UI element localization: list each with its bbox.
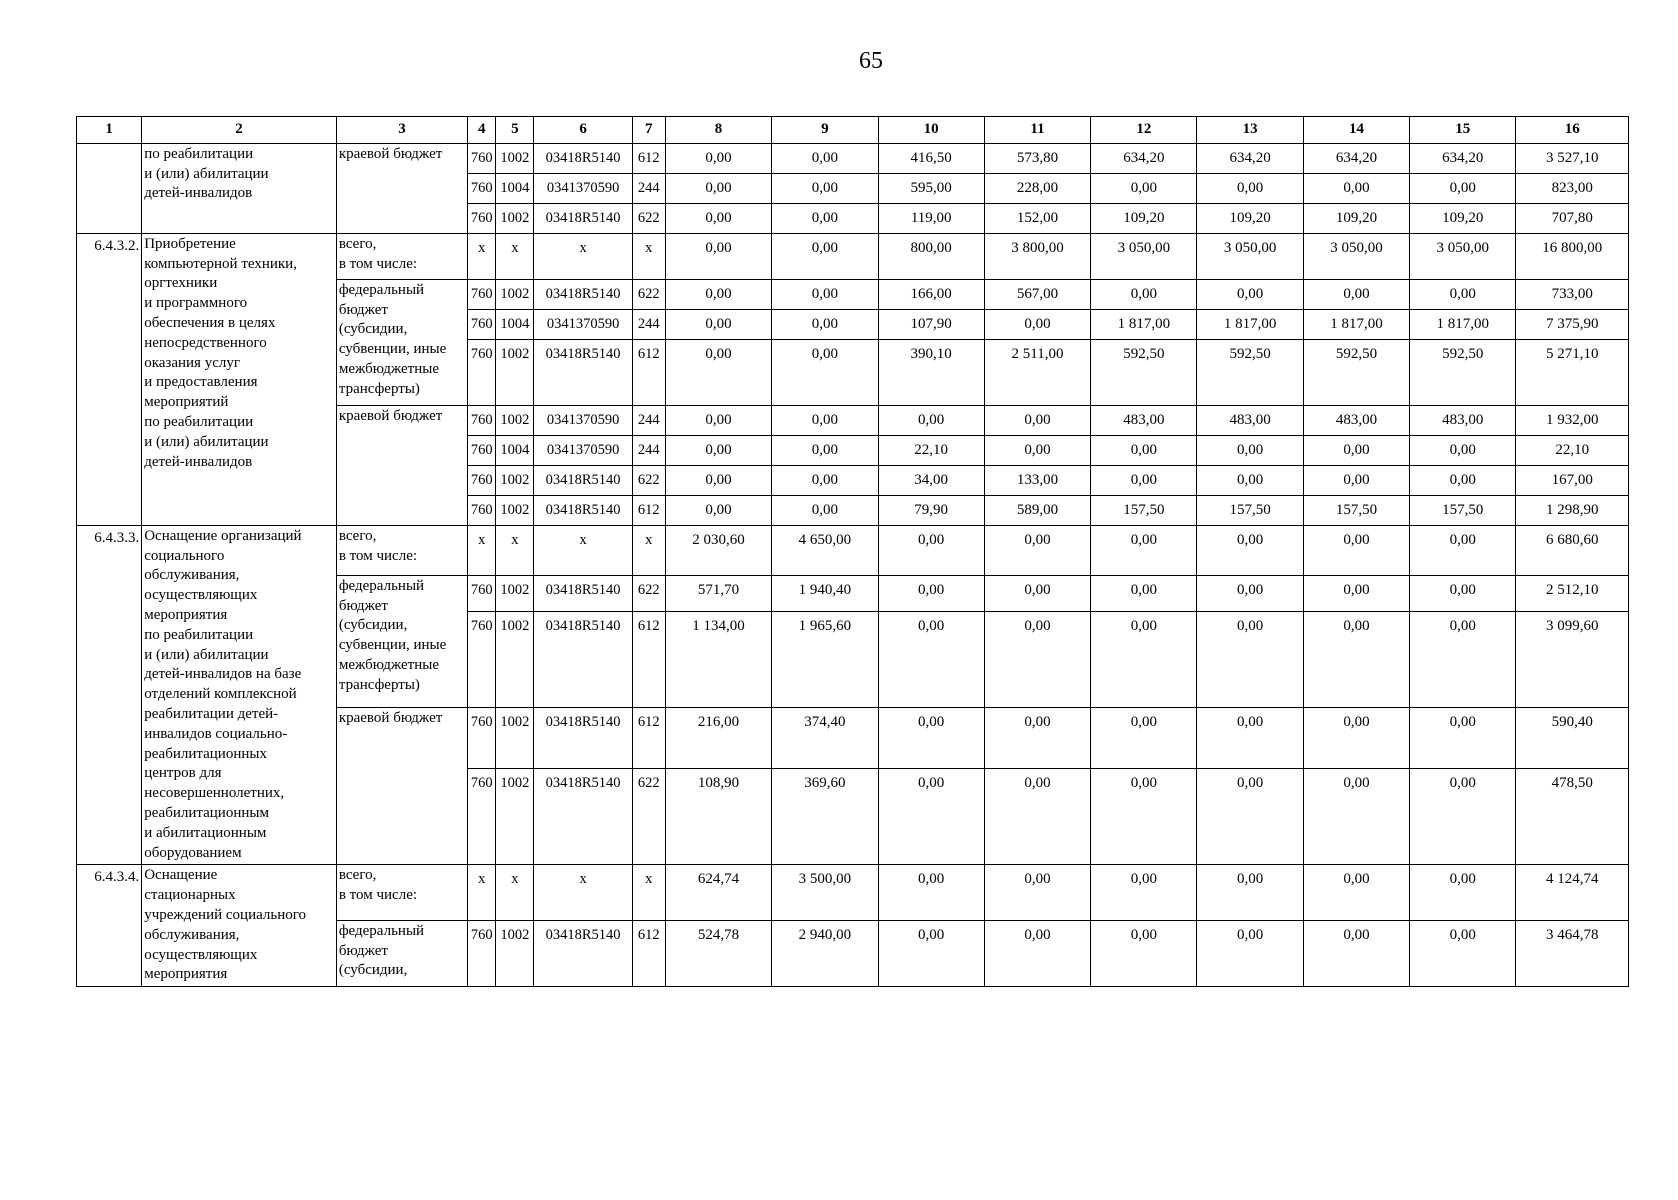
funding-source-cell: краевой бюджет bbox=[336, 707, 467, 865]
year-value-cell: 524,78 bbox=[665, 920, 771, 986]
total-value-cell: 3 099,60 bbox=[1516, 611, 1629, 707]
year-value-cell: 157,50 bbox=[1091, 495, 1197, 525]
year-value-cell: 0,00 bbox=[878, 920, 984, 986]
measure-name-cell: по реабилитации и (или) абилитации детей-инвалидов bbox=[142, 143, 337, 233]
year-value-cell: 0,00 bbox=[665, 143, 771, 173]
total-value-cell: 3 527,10 bbox=[1516, 143, 1629, 173]
year-value-cell: 0,00 bbox=[772, 203, 878, 233]
total-value-cell: 2 512,10 bbox=[1516, 575, 1629, 611]
year-value-cell: 3 800,00 bbox=[984, 233, 1090, 279]
year-value-cell: 0,00 bbox=[772, 309, 878, 339]
target-article-cell: 0341370590 bbox=[534, 309, 632, 339]
funding-source-cell: краевой бюджет bbox=[336, 405, 467, 525]
column-header: 9 bbox=[772, 117, 878, 144]
ministry-code-cell: 760 bbox=[468, 611, 496, 707]
year-value-cell: 0,00 bbox=[878, 865, 984, 920]
total-value-cell: 3 464,78 bbox=[1516, 920, 1629, 986]
year-value-cell: 0,00 bbox=[1303, 575, 1409, 611]
target-article-cell: 0341370590 bbox=[534, 405, 632, 435]
year-value-cell: 589,00 bbox=[984, 495, 1090, 525]
year-value-cell: 0,00 bbox=[1410, 865, 1516, 920]
total-value-cell: 7 375,90 bbox=[1516, 309, 1629, 339]
target-article-cell: 0341370590 bbox=[534, 173, 632, 203]
section-code-cell: 1004 bbox=[496, 309, 534, 339]
year-value-cell: 483,00 bbox=[1303, 405, 1409, 435]
target-article-cell: 03418R5140 bbox=[534, 279, 632, 309]
target-article-cell: 03418R5140 bbox=[534, 495, 632, 525]
year-value-cell: 0,00 bbox=[878, 575, 984, 611]
year-value-cell: 0,00 bbox=[665, 203, 771, 233]
measure-name-cell: Оснащение организаций социального обслуживания, осуществляющих мероприятия по реабилитации и (или) абилитации детей-инвалидов на базе отделений комплексной реабилитации детей- инвалидов социально- реабилитационных центров для несовершеннолетних, реабилитационным и абилитационным оборудованием bbox=[142, 525, 337, 865]
section-code-cell: 1002 bbox=[496, 203, 534, 233]
section-code-cell: 1002 bbox=[496, 143, 534, 173]
ministry-code-cell: 760 bbox=[468, 143, 496, 173]
section-number-cell bbox=[77, 143, 142, 233]
year-value-cell: 1 817,00 bbox=[1091, 309, 1197, 339]
year-value-cell: 483,00 bbox=[1197, 405, 1303, 435]
year-value-cell: 109,20 bbox=[1303, 203, 1409, 233]
year-value-cell: 3 050,00 bbox=[1091, 233, 1197, 279]
year-value-cell: 592,50 bbox=[1410, 339, 1516, 405]
year-value-cell: 0,00 bbox=[772, 339, 878, 405]
section-code-cell: 1002 bbox=[496, 279, 534, 309]
total-value-cell: 590,40 bbox=[1516, 707, 1629, 769]
year-value-cell: 0,00 bbox=[878, 769, 984, 865]
year-value-cell: 79,90 bbox=[878, 495, 984, 525]
section-code-cell: 1002 bbox=[496, 707, 534, 769]
ministry-code-cell: 760 bbox=[468, 279, 496, 309]
section-code-cell: 1002 bbox=[496, 769, 534, 865]
column-header: 14 bbox=[1303, 117, 1409, 144]
year-value-cell: 0,00 bbox=[984, 611, 1090, 707]
year-value-cell: 0,00 bbox=[1410, 575, 1516, 611]
funding-source-cell: всего, в том числе: bbox=[336, 233, 467, 279]
year-value-cell: 0,00 bbox=[772, 143, 878, 173]
total-value-cell: 167,00 bbox=[1516, 465, 1629, 495]
year-value-cell: 0,00 bbox=[1197, 920, 1303, 986]
ministry-code-cell: 760 bbox=[468, 435, 496, 465]
year-value-cell: 416,50 bbox=[878, 143, 984, 173]
year-value-cell: 0,00 bbox=[665, 233, 771, 279]
ministry-code-cell: 760 bbox=[468, 575, 496, 611]
column-header: 10 bbox=[878, 117, 984, 144]
year-value-cell: 3 050,00 bbox=[1410, 233, 1516, 279]
ministry-code-cell: 760 bbox=[468, 707, 496, 769]
year-value-cell: 0,00 bbox=[1197, 173, 1303, 203]
column-header: 12 bbox=[1091, 117, 1197, 144]
target-article-cell: х bbox=[534, 525, 632, 575]
year-value-cell: 0,00 bbox=[1091, 173, 1197, 203]
year-value-cell: 0,00 bbox=[1303, 707, 1409, 769]
funding-source-cell: федеральный бюджет (субсидии, bbox=[336, 920, 467, 986]
section-code-cell: 1002 bbox=[496, 920, 534, 986]
table-header-row bbox=[77, 117, 1629, 144]
column-header: 7 bbox=[632, 117, 665, 144]
year-value-cell: 119,00 bbox=[878, 203, 984, 233]
year-value-cell: 0,00 bbox=[984, 309, 1090, 339]
column-header: 6 bbox=[534, 117, 632, 144]
year-value-cell: 0,00 bbox=[878, 707, 984, 769]
budget-table bbox=[76, 116, 1629, 987]
year-value-cell: 0,00 bbox=[984, 769, 1090, 865]
total-value-cell: 4 124,74 bbox=[1516, 865, 1629, 920]
table-row bbox=[77, 865, 1629, 920]
total-value-cell: 733,00 bbox=[1516, 279, 1629, 309]
year-value-cell: 0,00 bbox=[1091, 575, 1197, 611]
funding-source-cell: краевой бюджет bbox=[336, 143, 467, 233]
total-value-cell: 16 800,00 bbox=[1516, 233, 1629, 279]
year-value-cell: 0,00 bbox=[665, 173, 771, 203]
year-value-cell: 0,00 bbox=[1303, 279, 1409, 309]
section-number-cell: 6.4.3.4. bbox=[77, 865, 142, 987]
year-value-cell: 483,00 bbox=[1410, 405, 1516, 435]
expense-type-cell: х bbox=[632, 865, 665, 920]
year-value-cell: 0,00 bbox=[1410, 611, 1516, 707]
year-value-cell: 0,00 bbox=[984, 707, 1090, 769]
column-header: 3 bbox=[336, 117, 467, 144]
year-value-cell: 0,00 bbox=[1410, 769, 1516, 865]
year-value-cell: 0,00 bbox=[1303, 611, 1409, 707]
section-code-cell: 1004 bbox=[496, 173, 534, 203]
year-value-cell: 800,00 bbox=[878, 233, 984, 279]
column-header: 16 bbox=[1516, 117, 1629, 144]
target-article-cell: 03418R5140 bbox=[534, 769, 632, 865]
year-value-cell: 0,00 bbox=[1091, 920, 1197, 986]
funding-source-cell: федеральный бюджет (субсидии, субвенции, иные межбюджетные трансферты) bbox=[336, 279, 467, 405]
section-code-cell: 1002 bbox=[496, 575, 534, 611]
year-value-cell: 0,00 bbox=[1197, 865, 1303, 920]
section-code-cell: х bbox=[496, 233, 534, 279]
year-value-cell: 1 817,00 bbox=[1197, 309, 1303, 339]
year-value-cell: 567,00 bbox=[984, 279, 1090, 309]
year-value-cell: 0,00 bbox=[1303, 173, 1409, 203]
year-value-cell: 0,00 bbox=[1091, 279, 1197, 309]
year-value-cell: 0,00 bbox=[1197, 707, 1303, 769]
section-code-cell: 1002 bbox=[496, 339, 534, 405]
expense-type-cell: 622 bbox=[632, 769, 665, 865]
table-row bbox=[77, 233, 1629, 279]
year-value-cell: 0,00 bbox=[1197, 435, 1303, 465]
year-value-cell: 1 817,00 bbox=[1410, 309, 1516, 339]
year-value-cell: 0,00 bbox=[772, 495, 878, 525]
year-value-cell: 0,00 bbox=[1303, 525, 1409, 575]
measure-name-cell: Приобретение компьютерной техники, оргтехники и программного обеспечения в целях непосредственного оказания услуг и предоставления мероприятий по реабилитации и (или) абилитации детей-инвалидов bbox=[142, 233, 337, 525]
total-value-cell: 6 680,60 bbox=[1516, 525, 1629, 575]
ministry-code-cell: 760 bbox=[468, 769, 496, 865]
year-value-cell: 0,00 bbox=[1410, 173, 1516, 203]
column-header: 4 bbox=[468, 117, 496, 144]
year-value-cell: 2 511,00 bbox=[984, 339, 1090, 405]
ministry-code-cell: 760 bbox=[468, 920, 496, 986]
year-value-cell: 152,00 bbox=[984, 203, 1090, 233]
year-value-cell: 0,00 bbox=[772, 435, 878, 465]
year-value-cell: 22,10 bbox=[878, 435, 984, 465]
year-value-cell: 0,00 bbox=[1303, 465, 1409, 495]
year-value-cell: 34,00 bbox=[878, 465, 984, 495]
year-value-cell: 634,20 bbox=[1197, 143, 1303, 173]
section-code-cell: 1002 bbox=[496, 465, 534, 495]
year-value-cell: 3 050,00 bbox=[1303, 233, 1409, 279]
year-value-cell: 634,20 bbox=[1410, 143, 1516, 173]
year-value-cell: 0,00 bbox=[665, 465, 771, 495]
year-value-cell: 0,00 bbox=[878, 405, 984, 435]
section-code-cell: 1004 bbox=[496, 435, 534, 465]
year-value-cell: 228,00 bbox=[984, 173, 1090, 203]
year-value-cell: 157,50 bbox=[1197, 495, 1303, 525]
year-value-cell: 0,00 bbox=[772, 465, 878, 495]
expense-type-cell: 612 bbox=[632, 339, 665, 405]
year-value-cell: 1 940,40 bbox=[772, 575, 878, 611]
ministry-code-cell: 760 bbox=[468, 465, 496, 495]
year-value-cell: 0,00 bbox=[1091, 525, 1197, 575]
measure-name-cell: Оснащение стационарных учреждений социального обслуживания, осуществляющих мероприятия bbox=[142, 865, 337, 987]
year-value-cell: 157,50 bbox=[1410, 495, 1516, 525]
year-value-cell: 0,00 bbox=[1197, 769, 1303, 865]
target-article-cell: х bbox=[534, 233, 632, 279]
year-value-cell: 0,00 bbox=[1410, 707, 1516, 769]
year-value-cell: 108,90 bbox=[665, 769, 771, 865]
ministry-code-cell: х bbox=[468, 865, 496, 920]
target-article-cell: 03418R5140 bbox=[534, 575, 632, 611]
year-value-cell: 0,00 bbox=[984, 865, 1090, 920]
year-value-cell: 573,80 bbox=[984, 143, 1090, 173]
year-value-cell: 0,00 bbox=[1091, 465, 1197, 495]
section-code-cell: 1002 bbox=[496, 405, 534, 435]
year-value-cell: 624,74 bbox=[665, 865, 771, 920]
year-value-cell: 2 940,00 bbox=[772, 920, 878, 986]
year-value-cell: 0,00 bbox=[1410, 279, 1516, 309]
year-value-cell: 592,50 bbox=[1197, 339, 1303, 405]
year-value-cell: 592,50 bbox=[1091, 339, 1197, 405]
year-value-cell: 109,20 bbox=[1410, 203, 1516, 233]
target-article-cell: 0341370590 bbox=[534, 435, 632, 465]
total-value-cell: 1 298,90 bbox=[1516, 495, 1629, 525]
year-value-cell: 107,90 bbox=[878, 309, 984, 339]
year-value-cell: 634,20 bbox=[1303, 143, 1409, 173]
year-value-cell: 0,00 bbox=[1091, 611, 1197, 707]
funding-source-cell: всего, в том числе: bbox=[336, 865, 467, 920]
year-value-cell: 369,60 bbox=[772, 769, 878, 865]
year-value-cell: 0,00 bbox=[772, 279, 878, 309]
target-article-cell: 03418R5140 bbox=[534, 611, 632, 707]
total-value-cell: 22,10 bbox=[1516, 435, 1629, 465]
total-value-cell: 1 932,00 bbox=[1516, 405, 1629, 435]
target-article-cell: 03418R5140 bbox=[534, 203, 632, 233]
year-value-cell: 0,00 bbox=[1091, 435, 1197, 465]
ministry-code-cell: 760 bbox=[468, 173, 496, 203]
year-value-cell: 0,00 bbox=[1197, 611, 1303, 707]
expense-type-cell: 612 bbox=[632, 495, 665, 525]
expense-type-cell: 244 bbox=[632, 173, 665, 203]
year-value-cell: 2 030,60 bbox=[665, 525, 771, 575]
year-value-cell: 374,40 bbox=[772, 707, 878, 769]
year-value-cell: 0,00 bbox=[1410, 465, 1516, 495]
target-article-cell: х bbox=[534, 865, 632, 920]
expense-type-cell: 244 bbox=[632, 405, 665, 435]
table-row bbox=[77, 525, 1629, 575]
year-value-cell: 0,00 bbox=[772, 173, 878, 203]
total-value-cell: 5 271,10 bbox=[1516, 339, 1629, 405]
column-header: 13 bbox=[1197, 117, 1303, 144]
expense-type-cell: 612 bbox=[632, 143, 665, 173]
year-value-cell: 571,70 bbox=[665, 575, 771, 611]
total-value-cell: 707,80 bbox=[1516, 203, 1629, 233]
funding-source-cell: федеральный бюджет (субсидии, субвенции, иные межбюджетные трансферты) bbox=[336, 575, 467, 707]
column-header: 11 bbox=[984, 117, 1090, 144]
year-value-cell: 0,00 bbox=[1197, 525, 1303, 575]
year-value-cell: 0,00 bbox=[1197, 279, 1303, 309]
year-value-cell: 133,00 bbox=[984, 465, 1090, 495]
year-value-cell: 0,00 bbox=[772, 405, 878, 435]
funding-source-cell: всего, в том числе: bbox=[336, 525, 467, 575]
year-value-cell: 592,50 bbox=[1303, 339, 1409, 405]
year-value-cell: 0,00 bbox=[1197, 465, 1303, 495]
year-value-cell: 0,00 bbox=[984, 575, 1090, 611]
total-value-cell: 823,00 bbox=[1516, 173, 1629, 203]
expense-type-cell: 622 bbox=[632, 465, 665, 495]
year-value-cell: 0,00 bbox=[984, 525, 1090, 575]
target-article-cell: 03418R5140 bbox=[534, 707, 632, 769]
year-value-cell: 634,20 bbox=[1091, 143, 1197, 173]
year-value-cell: 0,00 bbox=[665, 405, 771, 435]
year-value-cell: 0,00 bbox=[984, 405, 1090, 435]
expense-type-cell: х bbox=[632, 525, 665, 575]
year-value-cell: 216,00 bbox=[665, 707, 771, 769]
year-value-cell: 0,00 bbox=[665, 279, 771, 309]
year-value-cell: 109,20 bbox=[1091, 203, 1197, 233]
year-value-cell: 0,00 bbox=[1303, 769, 1409, 865]
year-value-cell: 0,00 bbox=[1410, 525, 1516, 575]
year-value-cell: 0,00 bbox=[984, 435, 1090, 465]
section-code-cell: х bbox=[496, 525, 534, 575]
year-value-cell: 0,00 bbox=[1091, 707, 1197, 769]
expense-type-cell: 622 bbox=[632, 575, 665, 611]
year-value-cell: 0,00 bbox=[984, 920, 1090, 986]
ministry-code-cell: 760 bbox=[468, 405, 496, 435]
column-header: 1 bbox=[77, 117, 142, 144]
year-value-cell: 0,00 bbox=[665, 339, 771, 405]
year-value-cell: 3 050,00 bbox=[1197, 233, 1303, 279]
section-number-cell: 6.4.3.3. bbox=[77, 525, 142, 865]
year-value-cell: 166,00 bbox=[878, 279, 984, 309]
year-value-cell: 0,00 bbox=[1410, 435, 1516, 465]
expense-type-cell: 612 bbox=[632, 707, 665, 769]
section-code-cell: х bbox=[496, 865, 534, 920]
target-article-cell: 03418R5140 bbox=[534, 143, 632, 173]
table-body bbox=[77, 143, 1629, 986]
year-value-cell: 1 965,60 bbox=[772, 611, 878, 707]
section-code-cell: 1002 bbox=[496, 611, 534, 707]
expense-type-cell: 622 bbox=[632, 203, 665, 233]
year-value-cell: 1 817,00 bbox=[1303, 309, 1409, 339]
section-code-cell: 1002 bbox=[496, 495, 534, 525]
column-header: 5 bbox=[496, 117, 534, 144]
year-value-cell: 0,00 bbox=[878, 525, 984, 575]
year-value-cell: 109,20 bbox=[1197, 203, 1303, 233]
year-value-cell: 0,00 bbox=[665, 309, 771, 339]
target-article-cell: 03418R5140 bbox=[534, 339, 632, 405]
page-number: 65 bbox=[859, 48, 883, 74]
year-value-cell: 1 134,00 bbox=[665, 611, 771, 707]
year-value-cell: 390,10 bbox=[878, 339, 984, 405]
year-value-cell: 0,00 bbox=[878, 611, 984, 707]
column-header: 15 bbox=[1410, 117, 1516, 144]
target-article-cell: 03418R5140 bbox=[534, 920, 632, 986]
target-article-cell: 03418R5140 bbox=[534, 465, 632, 495]
year-value-cell: 0,00 bbox=[1197, 575, 1303, 611]
ministry-code-cell: 760 bbox=[468, 203, 496, 233]
ministry-code-cell: 760 bbox=[468, 339, 496, 405]
year-value-cell: 0,00 bbox=[1303, 920, 1409, 986]
total-value-cell: 478,50 bbox=[1516, 769, 1629, 865]
ministry-code-cell: 760 bbox=[468, 495, 496, 525]
year-value-cell: 3 500,00 bbox=[772, 865, 878, 920]
ministry-code-cell: х bbox=[468, 525, 496, 575]
expense-type-cell: 244 bbox=[632, 435, 665, 465]
year-value-cell: 483,00 bbox=[1091, 405, 1197, 435]
year-value-cell: 0,00 bbox=[1410, 920, 1516, 986]
ministry-code-cell: х bbox=[468, 233, 496, 279]
expense-type-cell: 622 bbox=[632, 279, 665, 309]
year-value-cell: 0,00 bbox=[772, 233, 878, 279]
expense-type-cell: 244 bbox=[632, 309, 665, 339]
year-value-cell: 0,00 bbox=[1091, 865, 1197, 920]
year-value-cell: 0,00 bbox=[665, 495, 771, 525]
column-header: 8 bbox=[665, 117, 771, 144]
table-row bbox=[77, 143, 1629, 173]
expense-type-cell: 612 bbox=[632, 611, 665, 707]
section-number-cell: 6.4.3.2. bbox=[77, 233, 142, 525]
year-value-cell: 0,00 bbox=[1303, 435, 1409, 465]
ministry-code-cell: 760 bbox=[468, 309, 496, 339]
column-header: 2 bbox=[142, 117, 337, 144]
year-value-cell: 0,00 bbox=[665, 435, 771, 465]
year-value-cell: 4 650,00 bbox=[772, 525, 878, 575]
year-value-cell: 595,00 bbox=[878, 173, 984, 203]
year-value-cell: 0,00 bbox=[1303, 865, 1409, 920]
expense-type-cell: 612 bbox=[632, 920, 665, 986]
year-value-cell: 0,00 bbox=[1091, 769, 1197, 865]
expense-type-cell: х bbox=[632, 233, 665, 279]
year-value-cell: 157,50 bbox=[1303, 495, 1409, 525]
